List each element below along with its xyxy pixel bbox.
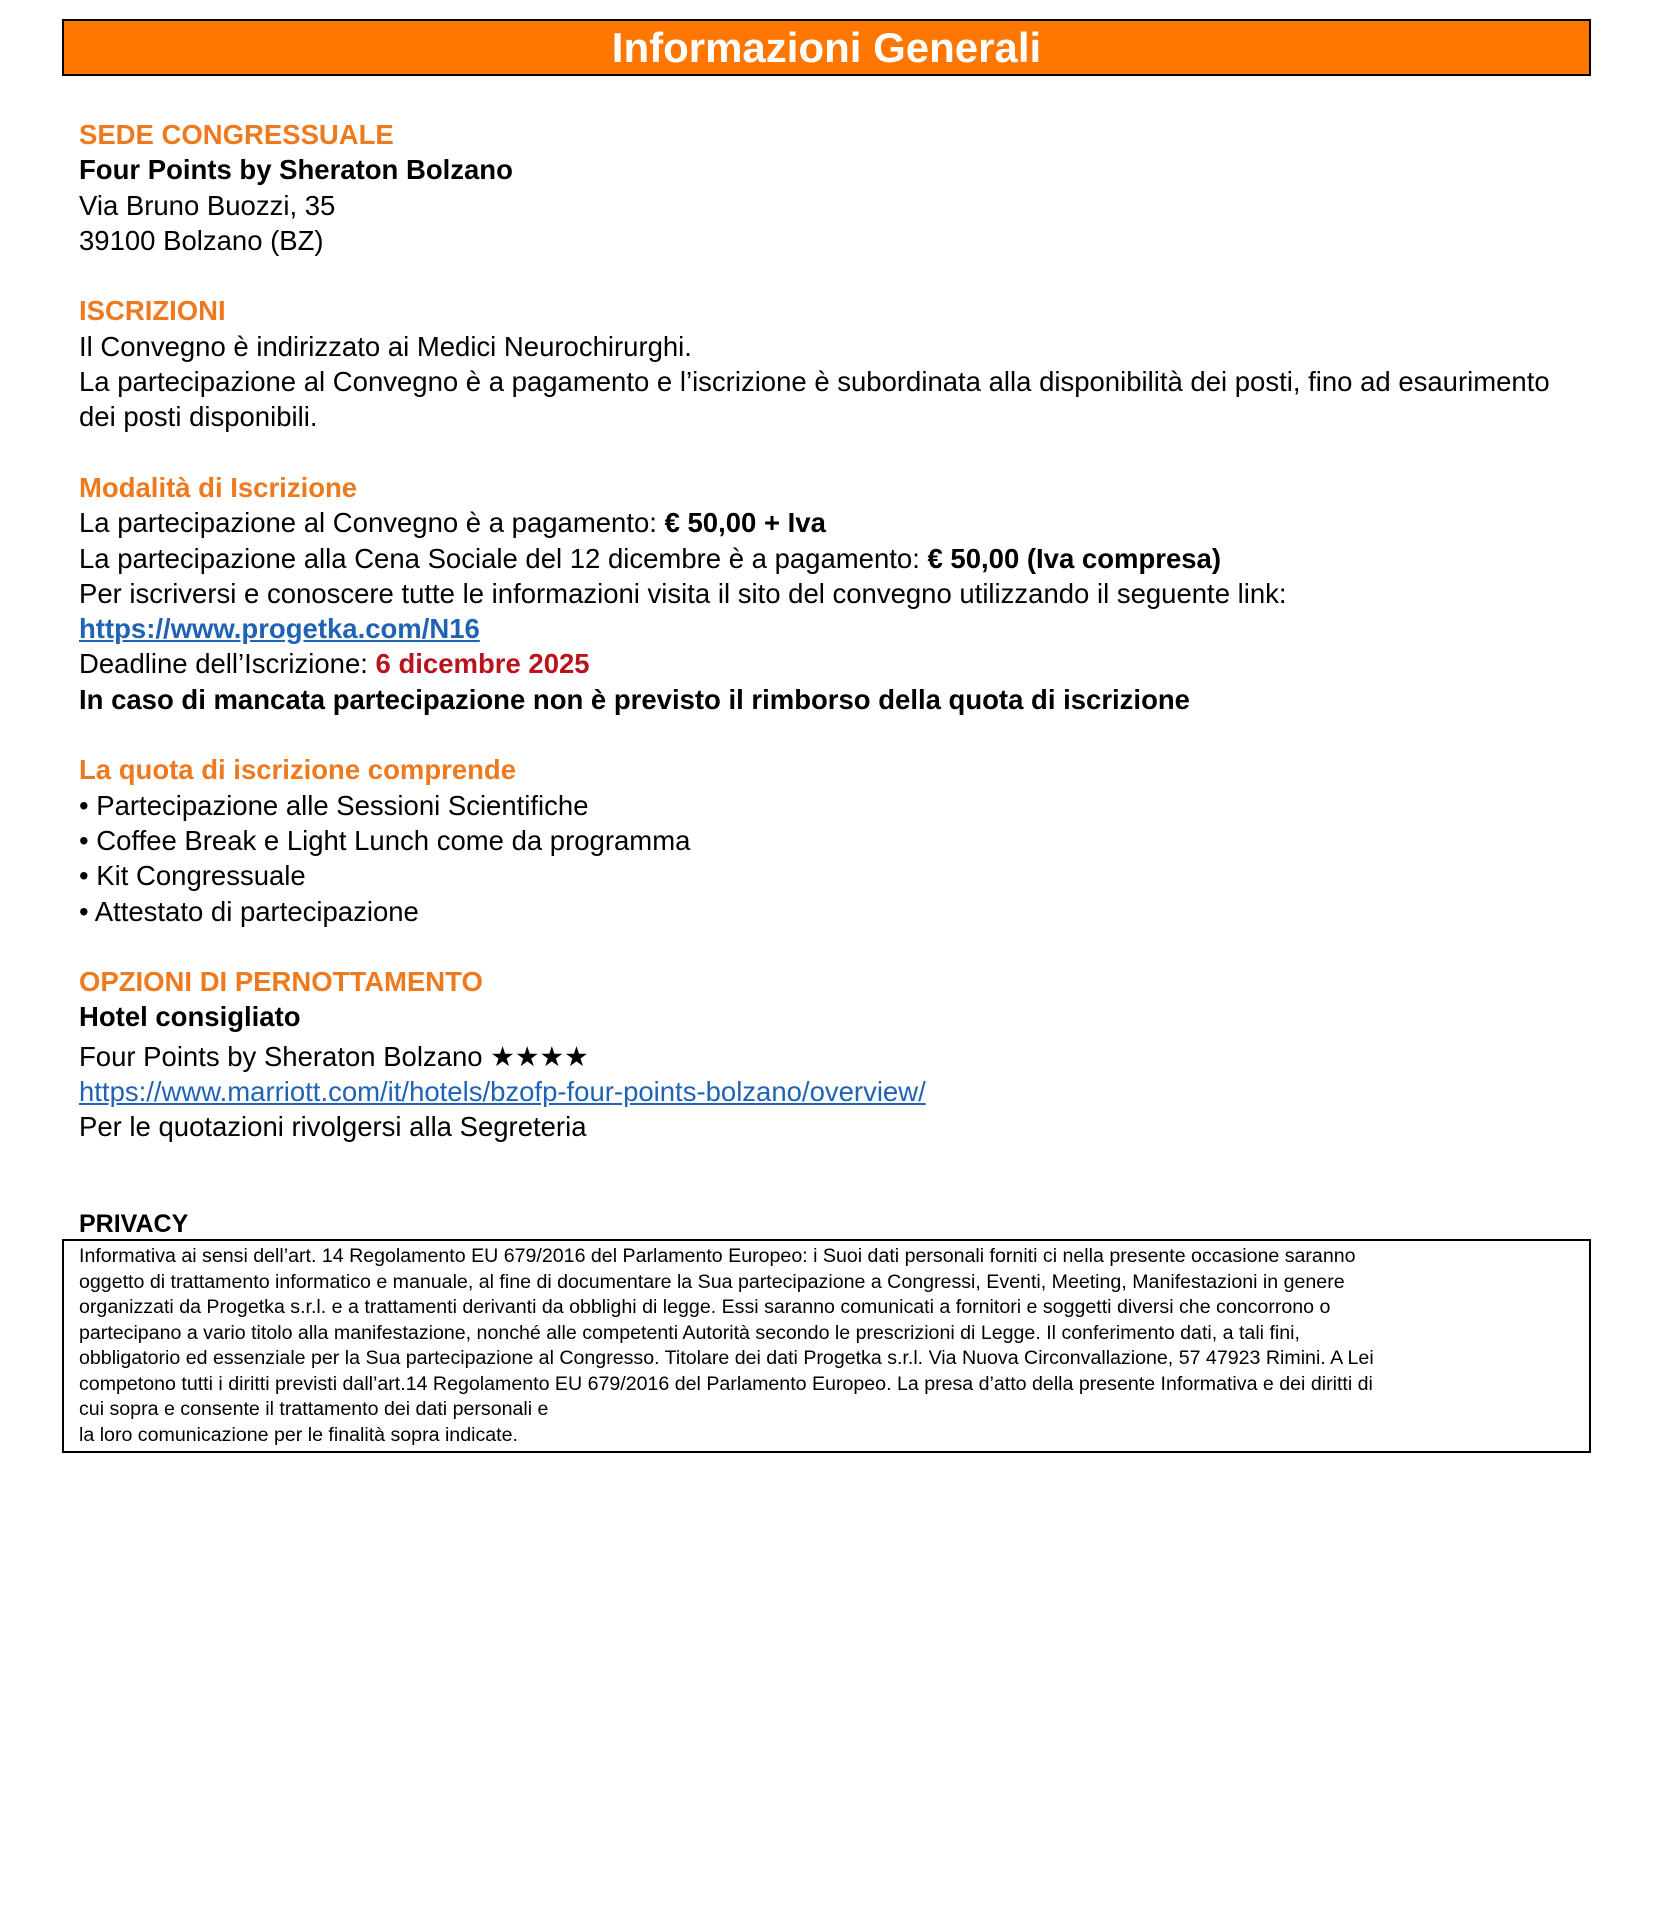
quota-heading: La quota di iscrizione comprende [79,754,517,786]
list-item: • Kit Congressuale [79,860,306,892]
deadline-label: Deadline dell’Iscrizione: [79,648,368,680]
iscrizioni-conditions: La partecipazione al Convegno è a pagamento e l’iscrizione è subordinata alla disponibilità dei posti, fino ad esaurimento dei posti disponibili. [79,366,1550,433]
registration-link-line [79,611,1579,646]
privacy-line: cui sopra e consente il trattamento dei dati personali e [79,1398,549,1420]
title-banner [62,19,1591,76]
hotel-subheading: Hotel consigliato [79,1001,301,1033]
modalita-heading: Modalità di Iscrizione [79,471,358,503]
spacer [79,258,1579,293]
privacy-line: la loro comunicazione per le finalità sopra indicate. [79,1423,518,1446]
sede-heading: SEDE CONGRESSUALE [79,119,394,150]
fee-amount: € 50,00 + Iva [664,507,826,539]
privacy-line: Informativa ai sensi dell’art. 14 Regolamento EU 679/2016 del Parlamento Europeo: i Suoi dati personali forniti ci nella presente occasione saranno [79,1245,1356,1267]
dinner-line [79,541,1579,576]
iscrizioni-target: Il Convegno è indirizzato ai Medici Neurochirurghi. [79,330,692,362]
hotel-link[interactable]: https://www.marriott.com/it/hotels/bzofp-four-points-bolzano/overview/ [79,1076,926,1108]
deadline-line [79,646,1579,681]
venue-address: Via Bruno Buozzi, 35 [79,189,336,221]
section-pernottamento [79,964,1579,1144]
info-text: Per iscriversi e conoscere tutte le informazioni visita il sito del convegno utilizzando il seguente link: [79,577,1287,609]
dinner-amount: € 50,00 (Iva compresa) [927,542,1221,574]
list-item: • Attestato di partecipazione [79,895,419,927]
deadline-date: 6 dicembre 2025 [375,648,590,680]
section-quota [79,752,1579,928]
section-modalita [79,470,1579,717]
privacy-box [62,1239,1591,1453]
hotel-name: Four Points by Sheraton Bolzano ★★★★ [79,1040,589,1072]
venue-name: Four Points by Sheraton Bolzano [79,154,513,186]
venue-city: 39100 Bolzano (BZ) [79,224,324,256]
privacy-line: partecipano a vario titolo alla manifestazione, nonché alle competenti Autorità secondo le prescrizioni di Legge. Il conferimento dati, a tali fini, [79,1321,1300,1344]
privacy-heading: PRIVACY [79,1210,189,1238]
quotes-note: Per le quotazioni rivolgersi alla Segreteria [79,1111,587,1143]
page-title: Informazioni Generali [611,23,1042,71]
fee-line [79,505,1579,540]
section-iscrizioni [79,293,1579,434]
list-item: • Partecipazione alle Sessioni Scientifiche [79,789,589,821]
privacy-line: oggetto di trattamento informatico e manuale, al fine di documentare la Sua partecipazione a Congressi, Eventi, Meeting, Manifestazioni in genere [79,1270,1345,1293]
dinner-text: La partecipazione alla Cena Sociale del 12 dicembre è a pagamento: [79,542,920,574]
privacy-line: obbligatorio ed essenziale per la Sua partecipazione al Congresso. Titolare dei dati Progetka s.r.l. Via Nuova Circonvallazione, 57 47923 Rimini. A Lei [79,1347,1374,1369]
privacy-line: competono tutti i diritti previsti dall’art.14 Regolamento EU 679/2016 del Parlamento Europeo. La presa d’atto della presente Informativa e dei diritti di [79,1372,1373,1395]
iscrizioni-heading: ISCRIZIONI [79,295,226,327]
privacy-line: organizzati da Progetka s.r.l. e a trattamenti derivanti da obblighi di legge. Essi saranno comunicati a fornitori e soggetti diversi che concorrono o [79,1296,1331,1318]
registration-link[interactable]: https://www.progetka.com/N16 [79,613,480,645]
list-item: • Coffee Break e Light Lunch come da programma [79,824,691,856]
spacer [79,435,1579,470]
fee-text: La partecipazione al Convegno è a pagamento: [79,507,657,539]
spacer [79,717,1579,752]
spacer [79,929,1579,964]
hotel-link-line [79,1074,1579,1109]
main-content [79,117,1579,1145]
section-sede [79,117,1579,258]
no-refund-notice: In caso di mancata partecipazione non è previsto il rimborso della quota di iscrizione [79,683,1190,715]
pernottamento-heading: OPZIONI DI PERNOTTAMENTO [79,966,483,998]
